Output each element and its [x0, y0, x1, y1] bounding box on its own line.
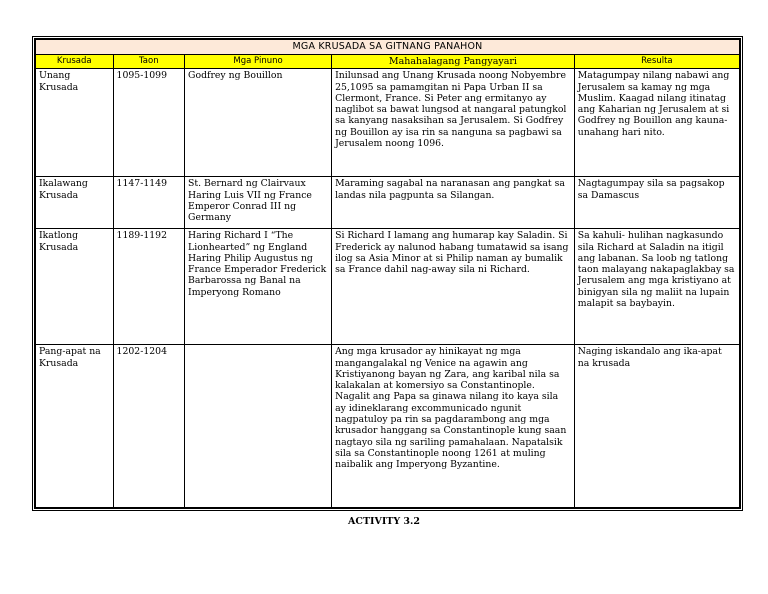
cell-taon: 1202-1204 [113, 345, 185, 508]
activity-caption: ACTIVITY 3.2 [348, 516, 420, 527]
cell-taon: 1189-1192 [113, 229, 185, 345]
cell-pangyayari: Si Richard I lamang ang humarap kay Saladin. Si Frederick ay nalunod habang tumatawid sa isang ilog sa Asia Minor at si Philip naman ay bumalik sa France dahil nag-away sila ni Richard. [332, 229, 575, 345]
cell-krusada: Ikatlong Krusada [36, 229, 114, 345]
cell-pinuno: St. Bernard ng Clairvaux Haring Luis VII ng France Emperor Conrad III ng Germany [185, 177, 332, 229]
cell-resulta: Naging iskandalo ang ika-apat na krusada [574, 345, 739, 508]
cell-resulta: Sa kahuli- hulihan nagkasundo sila Richard at Saladin na itigil ang labanan. Sa loob ng tatlong taon malayang nakapaglakbay sa Jerusalem ang mga kristiyano at binigyan sila ng maliit na lupain malapit sa baybayin. [574, 229, 739, 345]
table-row [36, 177, 740, 229]
table-row [36, 229, 740, 345]
crusades-table-frame [32, 36, 743, 511]
cell-taon: 1095-1099 [113, 69, 185, 177]
table-row [36, 345, 740, 508]
cell-taon: 1147-1149 [113, 177, 185, 229]
crusades-table [35, 39, 740, 508]
header-mahahalagang-pangyayari: Mahahalagang Pangyayari [332, 55, 575, 69]
cell-krusada: Pang-apat na Krusada [36, 345, 114, 508]
header-taon: Taon [113, 55, 185, 69]
table-row [36, 69, 740, 177]
header-resulta: Resulta [574, 55, 739, 69]
cell-pinuno [185, 345, 332, 508]
header-krusada: Krusada [36, 55, 114, 69]
header-mga-pinuno: Mga Pinuno [185, 55, 332, 69]
cell-resulta: Nagtagumpay sila sa pagsakop sa Damascus [574, 177, 739, 229]
cell-pangyayari: Maraming sagabal na naranasan ang pangkat sa landas nila pagpunta sa Silangan. [332, 177, 575, 229]
cell-resulta: Matagumpay nilang nabawi ang Jerusalem sa kamay ng mga Muslim. Kaagad nilang itinatag ang Kaharian ng Jerusalem at si Godfrey ng Bouillon ang kauna-unahang hari nito. [574, 69, 739, 177]
cell-pangyayari: Ang mga krusador ay hinikayat ng mga mangangalakal ng Venice na agawin ang Kristiyanong bayan ng Zara, ang karibal nila sa kalakalan at komersiyo sa Constantinople. Nagalit ang Papa sa ginawa nilang ito kaya sila ay idineklarang excommunicado ngunit nagpatuloy pa rin sa pagdarambong ang mga krusador hanggang sa Constantinople kung saan nagtayo sila ng sariling pamahalaan. Napatalsik sila sa Constantinople noong 1261 at muling naibalik ang Imperyong Byzantine. [332, 345, 575, 508]
cell-krusada: Ikalawang Krusada [36, 177, 114, 229]
cell-pinuno: Haring Richard I “The Lionhearted” ng England Haring Philip Augustus ng France Emperador Frederick Barbarossa ng Banal na Imperyong Romano [185, 229, 332, 345]
cell-krusada: Unang Krusada [36, 69, 114, 177]
cell-pangyayari: Inilunsad ang Unang Krusada noong Nobyembre 25,1095 sa pamamgitan ni Papa Urban II sa Clermont, France. Si Peter ang ermitanyo ay naglibot sa bawat lungsod at nangaral patungkol sa kanyang nasaksihan sa Jerusalem. Si Godfrey ng Bouillon ay isa rin sa nanguna sa pagbawi sa Jerusalem noong 1096. [332, 69, 575, 177]
table-title: MGA KRUSADA SA GITNANG PANAHON [36, 40, 740, 55]
table-header-row [36, 55, 740, 69]
table-title-row [36, 40, 740, 55]
cell-pinuno: Godfrey ng Bouillon [185, 69, 332, 177]
